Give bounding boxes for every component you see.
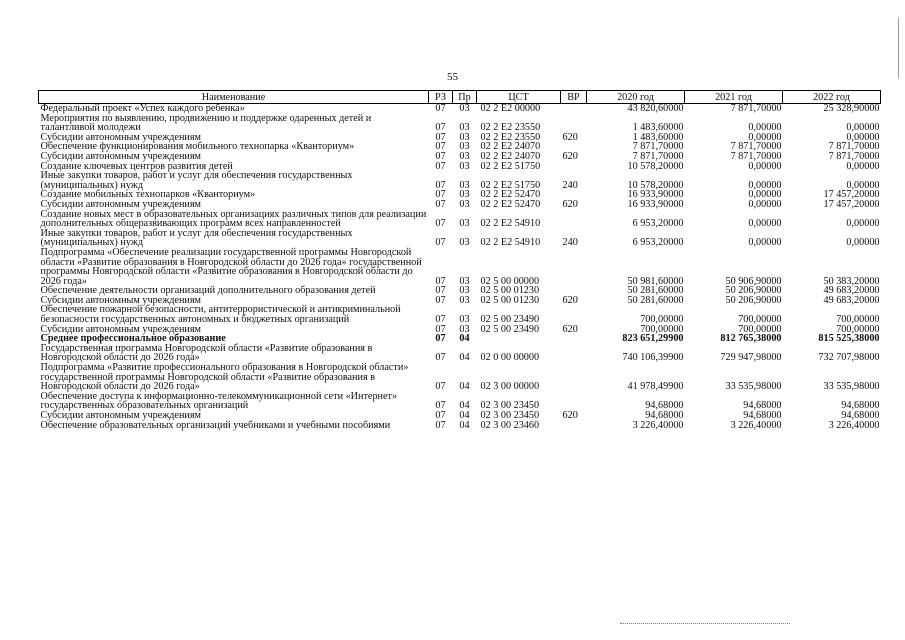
cell-name: Мероприятия по выявлению, продвижению и поддержке одаренных детей и талантливой молодежи (40, 112, 372, 134)
cell-pr: 03 (459, 218, 470, 230)
cell-y2020: 50 281,60000 (627, 285, 684, 297)
cell-y2021: 729 947,98000 (720, 352, 782, 364)
cell-y2020: 700,00000 (640, 314, 684, 326)
cell-y2022: 732 707,98000 (818, 352, 880, 364)
cell-y2022: 0,00000 (846, 122, 880, 134)
cell-vr (561, 421, 587, 431)
cell-name: Субсидии автономным учреждениям (40, 323, 201, 335)
cell-y2022: 50 383,20000 (823, 275, 880, 287)
table-row (39, 305, 881, 324)
header-name: Наименование (39, 91, 429, 104)
cell-cst: 02 3 00 00000 (480, 381, 540, 393)
cell-pr: 04 (459, 352, 470, 364)
cell-vr: 620 (562, 198, 578, 210)
cell-y2021: 3 226,40000 (730, 419, 782, 431)
cell-name: Обеспечение доступа к информационно-телекоммуникационной сети «Интернет» государственных образовательных организаций (40, 390, 398, 412)
cell-y2021: 812 765,38000 (720, 333, 782, 345)
cell-pr: 03 (459, 275, 470, 287)
cell-vr: 620 (562, 294, 578, 306)
cell-cst: 02 5 00 23490 (480, 314, 540, 326)
cell-cst: 02 2 E2 54910 (480, 237, 541, 249)
cell-pr: 03 (459, 150, 470, 162)
table-header-row (39, 91, 881, 104)
cell-y2022: 7 871,70000 (828, 150, 880, 162)
cell-y2022: 17 457,20000 (823, 189, 880, 201)
cell-rz: 07 (435, 179, 446, 191)
cell-cst (477, 334, 561, 344)
cell-y2022: 0,00000 (846, 218, 880, 230)
cell-name: Среднее профессиональное образование (40, 333, 226, 345)
cell-y2021: 0,00000 (748, 160, 782, 172)
cell-name: Обеспечение деятельности организаций дополнительного образования детей (40, 285, 376, 297)
cell-y2022: 3 226,40000 (828, 419, 880, 431)
cell-rz: 07 (435, 323, 446, 335)
cell-name: Государственная программа Новгородской области «Развитие образования в Новгородской области до 2026 года» (40, 342, 373, 364)
header-2022: 2022 год (783, 91, 881, 104)
cell-y2020: 6 953,20000 (632, 218, 684, 230)
cell-y2021: 0,00000 (748, 198, 782, 210)
footer-dotted-line (620, 623, 790, 624)
cell-y2021: 94,68000 (743, 400, 782, 412)
cell-name: Подпрограмма «Обеспечение реализации государственной программы Новгородской области «Развитие образования в Новгородской области до 2026 года» государственной программы Новгородской области «Развитие образования в Новгородской области до 2026 года» (40, 246, 422, 287)
cell-rz: 07 (435, 122, 446, 134)
cell-y2022: 25 328,90000 (823, 103, 880, 114)
cell-y2020: 10 578,20000 (627, 160, 684, 172)
cell-y2021: 0,00000 (748, 237, 782, 249)
cell-vr (561, 305, 587, 324)
cell-name: Создание новых мест в образовательных организациях различных типов для реализации дополнительных общеразвивающих программ всех направленностей (40, 208, 427, 230)
cell-cst: 02 2 E2 23550 (480, 122, 541, 134)
cell-rz: 07 (435, 381, 446, 393)
budget-table (38, 90, 881, 430)
cell-name: Субсидии автономным учреждениям (40, 198, 201, 210)
cell-y2020: 3 226,40000 (632, 419, 684, 431)
cell-name: Иные закупки товаров, работ и услуг для обеспечения государственных (муниципальных) нужд (40, 170, 353, 191)
cell-y2020: 94,68000 (645, 410, 684, 421)
cell-y2020: 1 483,60000 (632, 131, 684, 143)
table-row (39, 421, 881, 431)
cell-y2021: 0,00000 (748, 122, 782, 134)
header-rz: РЗ (429, 91, 453, 104)
cell-y2021: 700,00000 (738, 314, 782, 326)
cell-pr: 03 (459, 323, 470, 335)
edge-mark (898, 18, 899, 78)
cell-y2020: 41 978,49900 (627, 381, 684, 393)
cell-rz: 07 (435, 333, 446, 345)
cell-y2022: 33 535,98000 (823, 381, 880, 393)
table-row (39, 210, 881, 229)
table-row (39, 392, 881, 411)
page-number: 55 (447, 71, 458, 83)
cell-cst: 02 3 00 23460 (480, 419, 540, 431)
cell-vr (561, 162, 587, 172)
cell-cst: 02 2 E2 24070 (480, 150, 541, 162)
cell-y2022: 815 525,38000 (818, 333, 880, 345)
cell-y2022: 0,00000 (846, 179, 880, 191)
cell-y2021: 50 906,90000 (725, 275, 782, 287)
cell-pr: 04 (459, 400, 470, 412)
cell-rz: 07 (435, 400, 446, 412)
cell-pr: 04 (459, 419, 470, 431)
cell-pr: 03 (459, 294, 470, 306)
cell-name: Субсидии автономным учреждениям (40, 131, 201, 143)
cell-rz: 07 (435, 314, 446, 326)
cell-y2021: 94,68000 (743, 410, 782, 421)
cell-cst: 02 5 00 23490 (480, 323, 540, 335)
cell-rz: 07 (435, 141, 446, 153)
cell-cst: 02 2 E2 54910 (480, 218, 541, 230)
cell-vr (561, 248, 587, 286)
cell-pr: 03 (459, 198, 470, 210)
cell-pr: 03 (459, 237, 470, 249)
cell-pr: 04 (459, 410, 470, 421)
cell-y2021: 0,00000 (748, 189, 782, 201)
cell-cst: 02 3 00 23450 (480, 410, 540, 421)
cell-rz: 07 (435, 150, 446, 162)
cell-y2021: 33 535,98000 (725, 381, 782, 393)
cell-rz: 07 (435, 275, 446, 287)
cell-pr: 03 (459, 189, 470, 201)
cell-name: Подпрограмма «Развитие профессионального образования в Новгородской области» государственной программы Новгородской области «Развитие образования в Новгородской области до 2026 года» (40, 362, 409, 393)
cell-y2021: 7 871,70000 (730, 150, 782, 162)
table-row (39, 363, 881, 392)
table-row (39, 171, 881, 190)
cell-pr: 03 (459, 103, 470, 114)
cell-name: Субсидии автономным учреждениям (40, 150, 201, 162)
cell-cst: 02 3 00 23450 (480, 400, 540, 412)
cell-name: Иные закупки товаров, работ и услуг для обеспечения государственных (муниципальных) нужд (40, 227, 353, 249)
cell-y2020: 50 281,60000 (627, 294, 684, 306)
cell-pr: 03 (459, 285, 470, 297)
cell-cst: 02 2 E2 52470 (480, 189, 541, 201)
cell-y2022: 49 683,20000 (823, 294, 880, 306)
cell-cst: 02 2 E2 23550 (480, 131, 541, 143)
cell-cst: 02 0 00 00000 (480, 352, 540, 364)
cell-y2021: 7 871,70000 (730, 141, 782, 153)
cell-name: Создание ключевых центров развития детей (40, 160, 233, 172)
cell-y2021: 50 206,90000 (725, 285, 782, 297)
cell-pr: 03 (459, 314, 470, 326)
cell-y2020: 50 981,60000 (627, 275, 684, 287)
cell-y2020: 823 651,29900 (622, 333, 684, 345)
cell-rz: 07 (435, 285, 446, 297)
cell-y2020: 43 820,60000 (627, 103, 684, 114)
cell-name: Обеспечение образовательных организаций учебниками и учебными пособиями (40, 419, 391, 431)
cell-y2021: 50 206,90000 (725, 294, 782, 306)
cell-name: Обеспечение пожарной безопасности, антитеррористической и антикриминальной безопасности государственных автономных и бюджетных организаций (40, 304, 401, 326)
cell-pr: 04 (459, 381, 470, 393)
cell-pr: 03 (459, 141, 470, 153)
cell-cst: 02 2 E2 24070 (480, 141, 541, 153)
cell-vr (561, 210, 587, 229)
cell-rz: 07 (435, 198, 446, 210)
cell-name: Субсидии автономным учреждениям (40, 410, 201, 421)
cell-y2020: 1 483,60000 (632, 122, 684, 134)
cell-cst: 02 5 00 01230 (480, 294, 540, 306)
cell-vr: 240 (562, 179, 578, 191)
cell-y2020: 94,68000 (645, 400, 684, 412)
cell-y2021: 700,00000 (738, 323, 782, 335)
cell-rz: 07 (435, 410, 446, 421)
cell-name: Федеральный проект «Успех каждого ребенка» (40, 103, 245, 114)
cell-vr: 620 (562, 150, 578, 162)
cell-pr: 04 (459, 333, 470, 345)
cell-pr: 03 (459, 179, 470, 191)
header-2021: 2021 год (685, 91, 783, 104)
cell-y2022: 94,68000 (841, 400, 880, 412)
cell-rz: 07 (435, 294, 446, 306)
cell-y2020: 16 933,90000 (627, 189, 684, 201)
cell-rz: 07 (435, 131, 446, 143)
header-cst: ЦСТ (477, 91, 561, 104)
cell-vr (561, 344, 587, 363)
cell-y2020: 10 578,20000 (627, 179, 684, 191)
table-body (39, 104, 881, 431)
cell-y2022: 7 871,70000 (828, 141, 880, 153)
cell-vr: 620 (562, 131, 578, 143)
cell-y2020: 7 871,70000 (632, 141, 684, 153)
cell-y2020: 16 933,90000 (627, 198, 684, 210)
cell-vr: 620 (562, 410, 578, 421)
cell-cst: 02 2 E2 51750 (480, 160, 541, 172)
cell-cst: 02 2 E2 51750 (480, 179, 541, 191)
cell-y2022: 0,00000 (846, 237, 880, 249)
table-row (39, 229, 881, 248)
cell-pr: 03 (459, 122, 470, 134)
cell-rz: 07 (435, 189, 446, 201)
cell-cst: 02 2 E2 52470 (480, 198, 541, 210)
cell-y2022: 17 457,20000 (823, 198, 880, 210)
cell-vr: 240 (562, 237, 578, 249)
cell-y2022: 700,00000 (836, 323, 880, 335)
cell-name: Субсидии автономным учреждениям (40, 294, 201, 306)
cell-vr (561, 334, 587, 344)
cell-vr: 620 (562, 323, 578, 335)
cell-rz: 07 (435, 352, 446, 364)
cell-y2022: 94,68000 (841, 410, 880, 421)
table-row (39, 248, 881, 286)
cell-y2020: 6 953,20000 (632, 237, 684, 249)
cell-cst: 02 5 00 01230 (480, 285, 540, 297)
cell-y2022: 0,00000 (846, 160, 880, 172)
cell-vr (561, 392, 587, 411)
table-row (39, 114, 881, 133)
cell-vr (561, 114, 587, 133)
cell-rz: 07 (435, 237, 446, 249)
cell-y2022: 700,00000 (836, 314, 880, 326)
header-pr: Пр (453, 91, 477, 104)
cell-rz: 07 (435, 419, 446, 431)
cell-rz: 07 (435, 218, 446, 230)
cell-y2021: 0,00000 (748, 179, 782, 191)
cell-y2022: 49 683,20000 (823, 285, 880, 297)
cell-y2021: 7 871,70000 (730, 103, 782, 114)
cell-pr: 03 (459, 131, 470, 143)
cell-y2020: 700,00000 (640, 323, 684, 335)
cell-y2020: 740 106,39900 (622, 352, 684, 364)
cell-y2020: 7 871,70000 (632, 150, 684, 162)
cell-name: Обеспечение функционирования мобильного технопарка «Кванториум» (40, 141, 355, 153)
cell-vr (561, 363, 587, 392)
cell-vr (561, 104, 587, 114)
header-2020: 2020 год (587, 91, 685, 104)
cell-cst: 02 2 E2 00000 (480, 103, 541, 114)
cell-rz: 07 (435, 103, 446, 114)
cell-cst: 02 5 00 00000 (480, 275, 540, 287)
cell-name: Создание мобильных технопарков «Кванториум» (40, 189, 256, 201)
cell-y2022: 0,00000 (846, 131, 880, 143)
cell-rz: 07 (435, 160, 446, 172)
cell-pr: 03 (459, 160, 470, 172)
cell-y2021: 0,00000 (748, 218, 782, 230)
header-vr: ВР (561, 91, 587, 104)
table-row (39, 344, 881, 363)
cell-y2021: 0,00000 (748, 131, 782, 143)
